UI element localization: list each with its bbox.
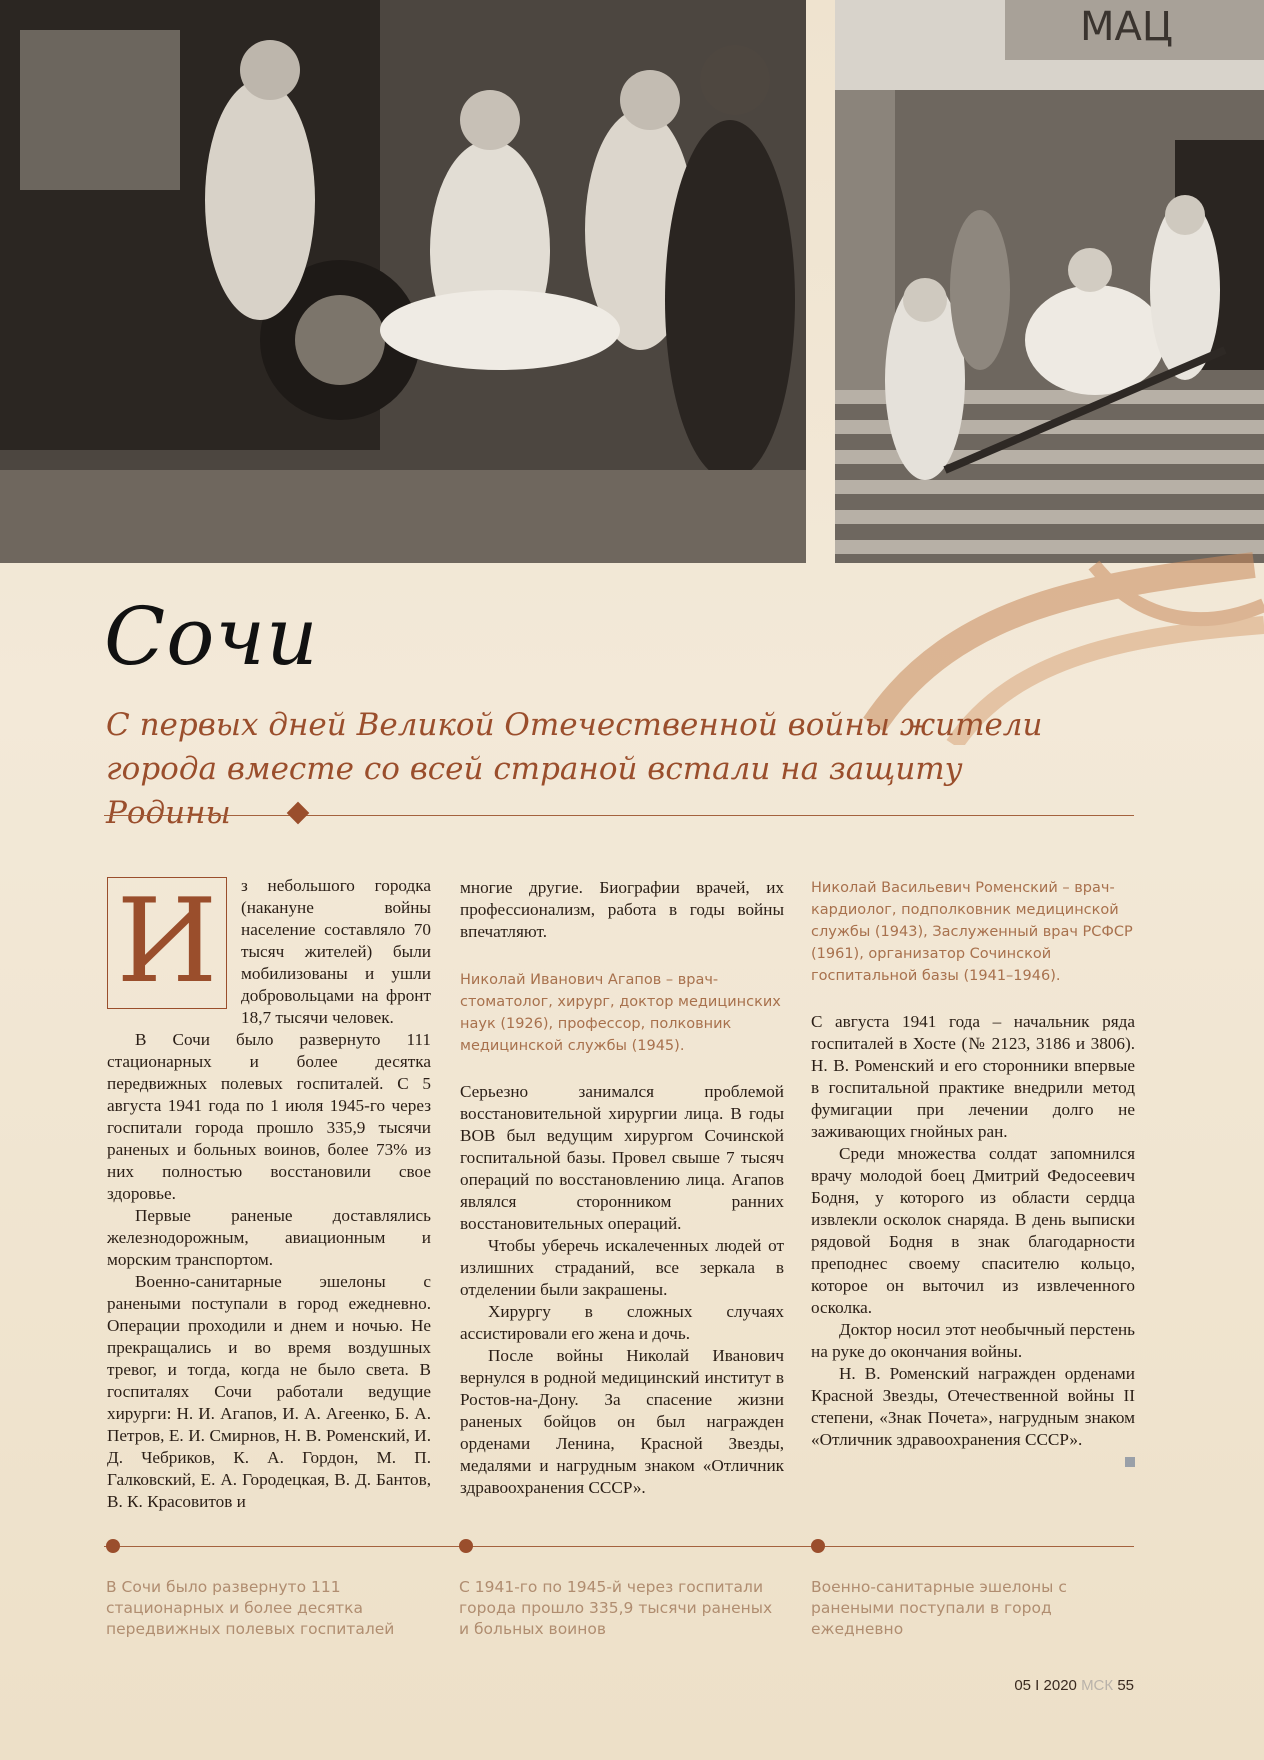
page-subtitle: С первых дней Великой Отечественной войны жители города вместе со всей страной встали на защиту Родины (106, 707, 1043, 831)
article-column-1 (107, 875, 431, 1513)
pull-quote-3: Военно-санитарные эшелоны с ранеными поступали в город ежедневно (811, 1578, 1067, 1638)
paragraph: Хирургу в сложных случаях ассистировали его жена и дочь. (460, 1302, 784, 1343)
magazine-name: МСК (1081, 1677, 1114, 1694)
end-of-article-mark (1125, 1457, 1135, 1467)
paragraph: Первые раненые доставлялись железнодорожным, авиационным и морским транспортом. (107, 1206, 431, 1269)
paragraph: Среди множества солдат запомнился врачу молодой боец Дмитрий Федосеевич Бодня, у которого из области сердца извлекли осколок снаряда. В день выписки рядовой Бодня в знак благодарности преподнес своему спасителю кольцо, которое он выточил из извлеченного осколка. (811, 1144, 1135, 1317)
photo-stretcher (835, 0, 1264, 563)
bio-romensky: Николай Васильевич Роменский – врач-кардиолог, подполковник медицинской службы (1943), Заслуженный врач РСФСР (1961), организатор Сочинской госпитальной базы (1941–1946). (811, 880, 1133, 984)
paragraph: Чтобы уберечь искалеченных людей от излишних страданий, все зеркала в отделении были закрашены. (460, 1236, 784, 1299)
paragraph: з небольшого городка (накануне войны население составляло 70 тысяч жителей) были мобилизованы и ушли добровольцами на фронт 18,7 тысячи человек. (241, 876, 431, 1027)
article-column-3 (811, 877, 1135, 1467)
header-divider (104, 815, 1134, 816)
paragraph: В Сочи было развернуто 111 стационарных и более десятка передвижных полевых госпиталей. С 5 августа 1941 года по 1 июля 1945-го через госпитали города прошло 335,9 тысячи раненых и больных воинов, более 73% из них полностью восстановили свое здоровье. (107, 1030, 431, 1203)
quote-marker-1 (106, 1539, 120, 1553)
paragraph: многие другие. Биографии врачей, их профессионализм, работа в годы войны впечатляют. (460, 878, 784, 941)
paragraph: Серьезно занимался проблемой восстановительной хирургии лица. В годы ВОВ был ведущим хирургом Сочинской госпитальной базы. Провел свыше 7 тысяч операций по восстановлению лица. Агапов являлся сторонником ранних восстановительных операций. (460, 1082, 784, 1233)
paragraph: Н. В. Роменский награжден орденами Красной Звезды, Отечественной войны II степени, «Знак Почета», нагрудным знаком «Отличник здравоохранения СССР». (811, 1364, 1135, 1449)
photo-ambulance (0, 0, 806, 563)
paragraph: Доктор носил этот необычный перстень на руке до окончания войны. (811, 1320, 1135, 1361)
pull-quote-1: В Сочи было развернуто 111 стационарных и более десятка передвижных полевых госпиталей (106, 1578, 395, 1638)
quote-marker-3 (811, 1539, 825, 1553)
bio-agapov: Николай Иванович Агапов – врач-стоматолог, хирург, доктор медицинских наук (1926), профессор, полковник медицинской службы (1945). (460, 972, 781, 1054)
photo-ambulance-illustration (0, 0, 806, 563)
pull-quote-2: С 1941-го по 1945-й через госпитали города прошло 335,9 тысячи раненых и больных воинов (459, 1578, 773, 1638)
quotes-divider (104, 1546, 1134, 1547)
page-number: 55 (1117, 1677, 1134, 1694)
paragraph: После войны Николай Иванович вернулся в родной медицинский институт в Ростов-на-Дону. За спасение жизни раненых бойцов он был награжден орденами Ленина, Красной Звезды, медалями и нагрудным знаком «Отличник здравоохранения СССР». (460, 1346, 784, 1497)
building-sign: МАЦ (1080, 4, 1173, 50)
paragraph: С августа 1941 года – начальник ряда госпиталей в Хосте (№ 2123, 3186 и 3806). Н. В. Роменский и его сторонники впервые в госпитальной практике внедрили метод фумигации при лечении долго не заживающих гнойных ран. (811, 1012, 1135, 1141)
paragraph: Военно-санитарные эшелоны с ранеными поступали в город ежедневно. Операции проходили и днем и ночью. Не прекращались и во время воздушных тревог, и тогда, когда не было света. В госпиталях Сочи работали ведущие хирурги: Н. И. Агапов, И. А. Агеенко, Б. А. Петров, Е. И. Смирнов, Н. В. Роменский, И. Д. Чебриков, К. А. Гордон, М. П. Галковский, Е. А. Городецкая, В. Д. Бантов, В. К. Красовитов и (107, 1272, 431, 1511)
article-column-2 (460, 877, 784, 1499)
quote-marker-2 (459, 1539, 473, 1553)
photo-stretcher-illustration (835, 0, 1264, 563)
issue-number: 05 I 2020 (1014, 1677, 1077, 1694)
drop-cap: И (107, 877, 227, 1009)
page-title: Сочи (104, 590, 319, 683)
page-footer (1014, 1677, 1134, 1694)
